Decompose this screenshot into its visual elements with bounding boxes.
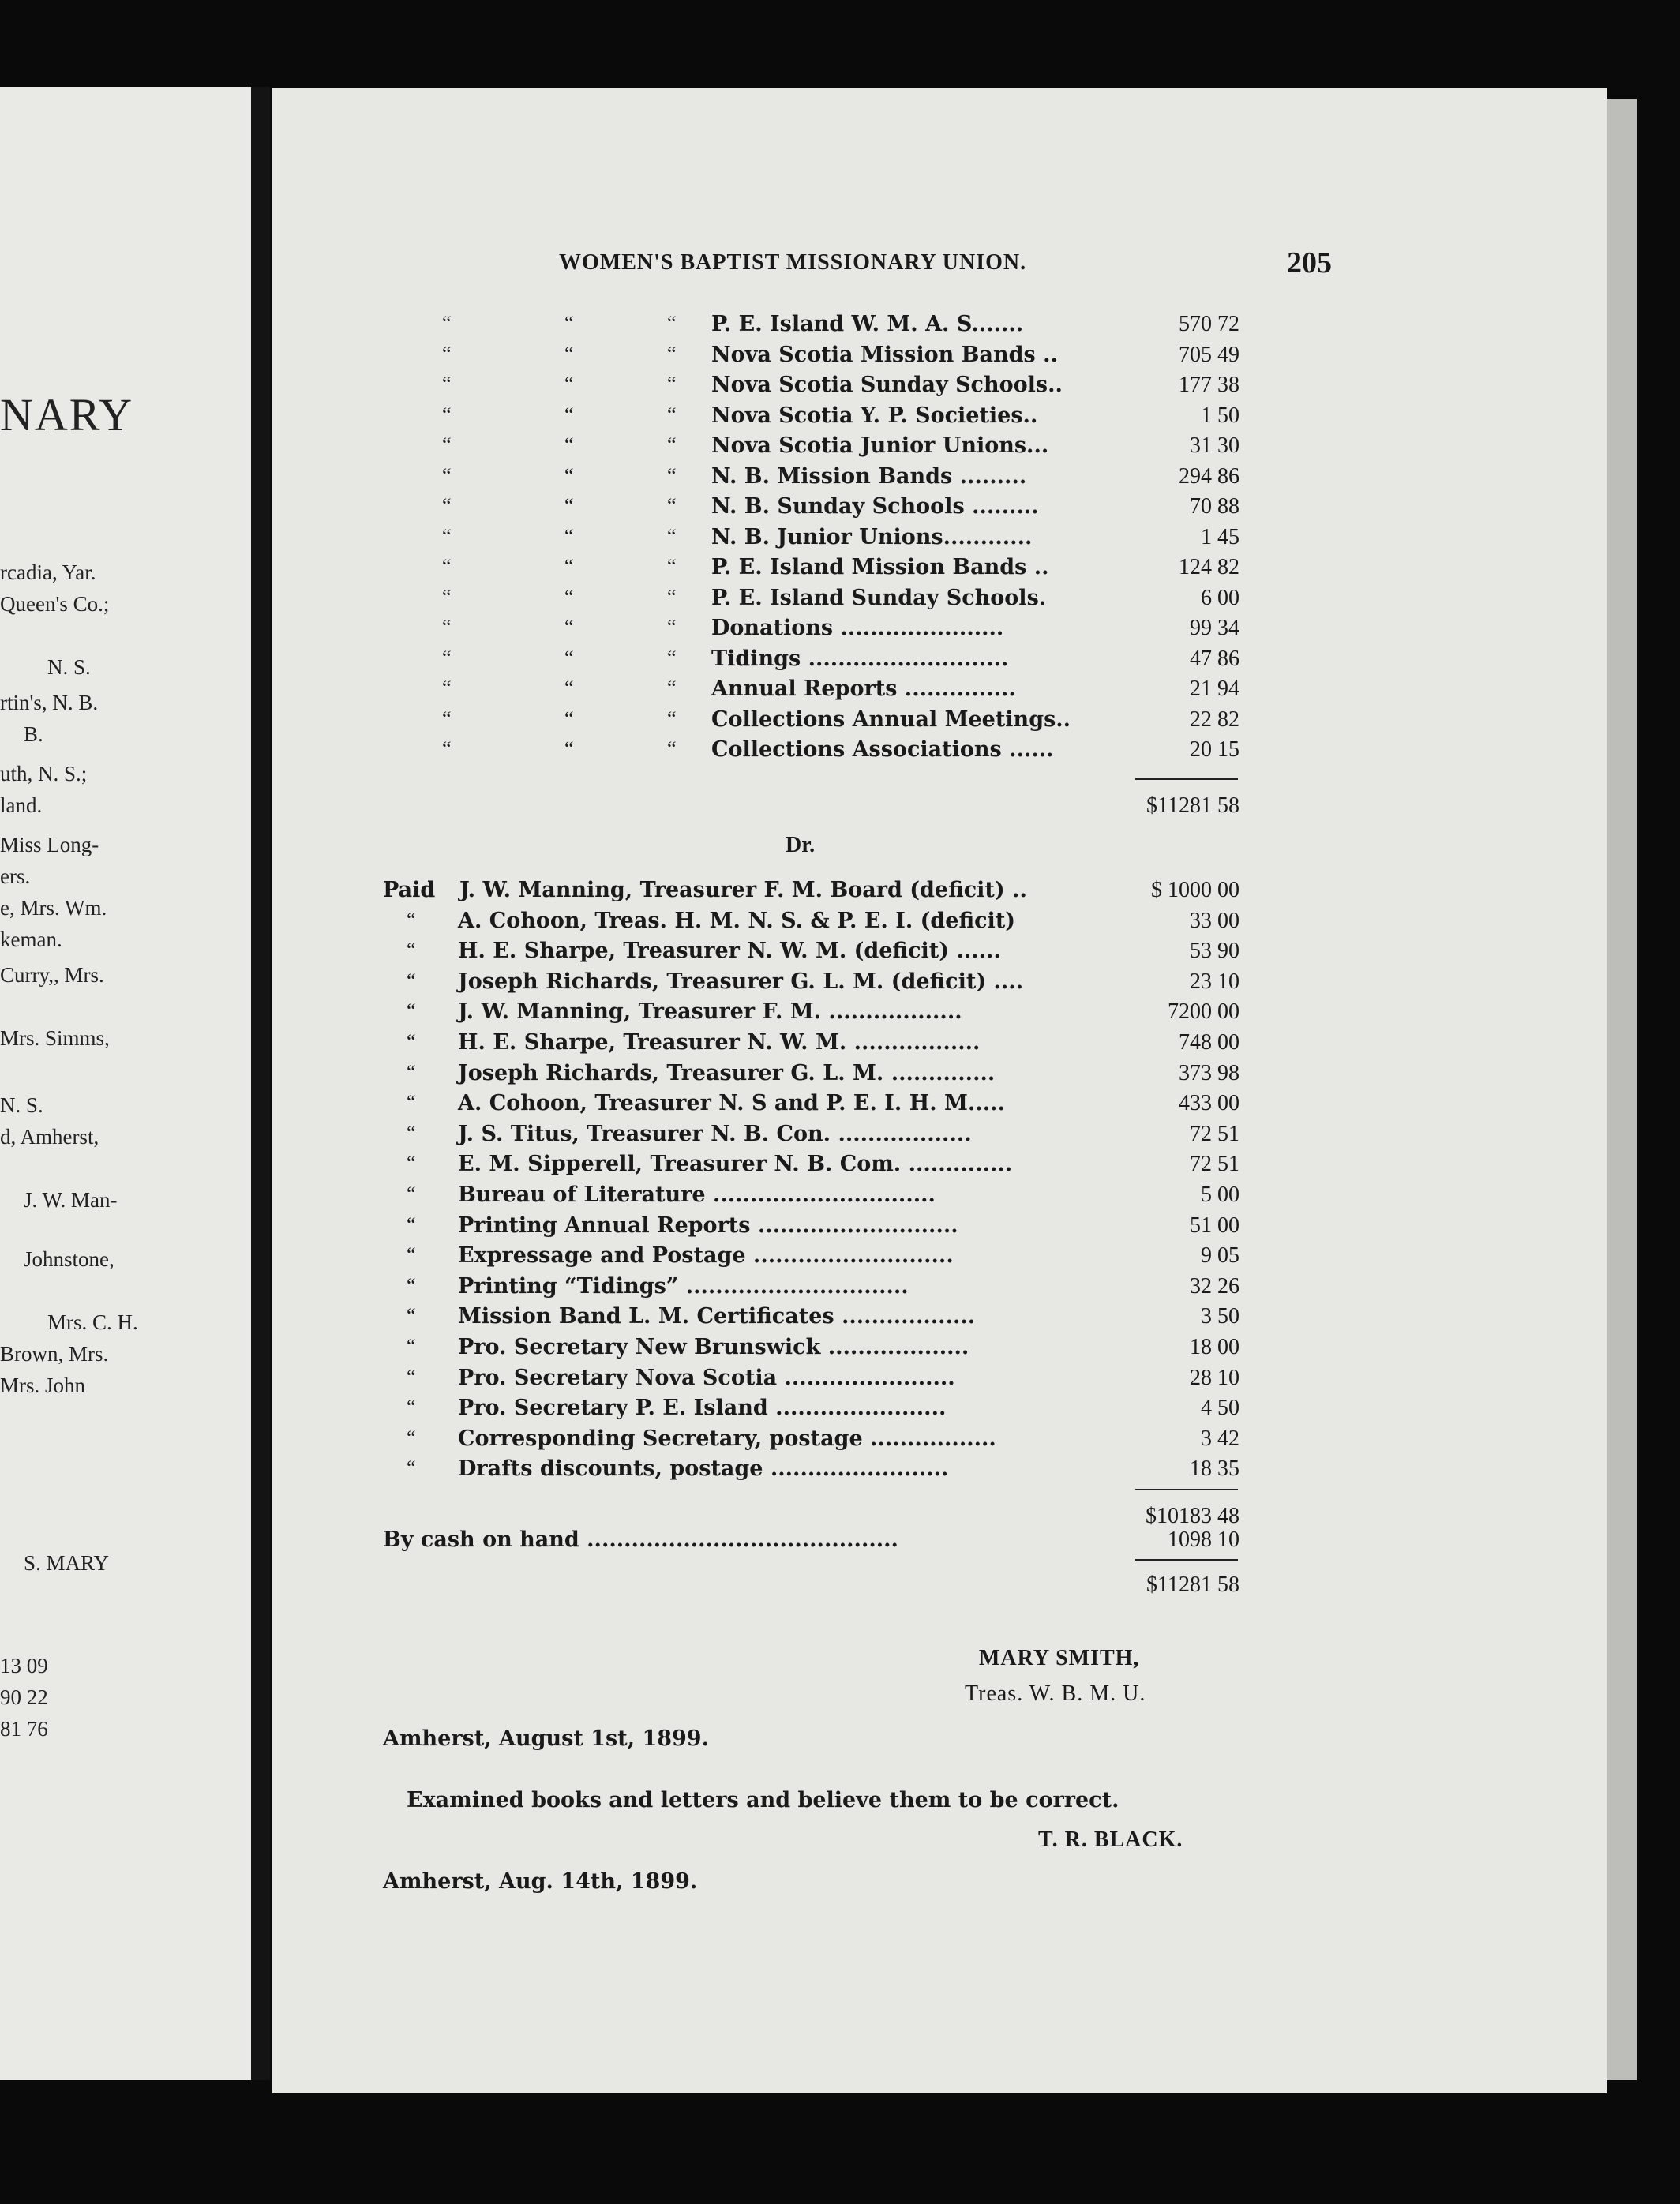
payment-amount: 32 26	[1190, 1274, 1239, 1299]
payment-description: J. S. Titus, Treasurer N. B. Con. ..................	[458, 1122, 972, 1146]
receipt-amount: 21 94	[1190, 677, 1239, 701]
payment-prefix: “	[407, 1396, 416, 1419]
left-page-fragment: N. S.	[0, 1093, 43, 1117]
ditto-mark: “	[564, 312, 574, 335]
left-page-fragment: N. S.	[47, 655, 91, 679]
payment-description: Joseph Richards, Treasurer G. L. M. (deficit) ....	[458, 969, 1024, 994]
ditto-mark: “	[667, 616, 677, 639]
receipt-amount: 70 88	[1190, 494, 1239, 519]
auditor-name: T. R. BLACK.	[1038, 1827, 1183, 1852]
receipt-amount: 1 50	[1201, 403, 1239, 428]
payment-prefix: “	[407, 1274, 416, 1297]
grand-total-rule	[1135, 1559, 1238, 1561]
ditto-mark: “	[667, 312, 677, 335]
ditto-mark: “	[667, 464, 677, 487]
ditto-mark: “	[667, 525, 677, 548]
right-page	[272, 88, 1607, 2093]
receipt-amount: 99 34	[1190, 616, 1239, 640]
dr-label: Dr.	[786, 833, 816, 857]
payment-description: Pro. Secretary New Brunswick ...................	[458, 1335, 969, 1359]
receipt-description: P. E. Island Sunday Schools.	[711, 586, 1047, 610]
page-title: WOMEN'S BAPTIST MISSIONARY UNION.	[559, 250, 1027, 275]
ditto-mark: “	[442, 525, 452, 548]
left-page-fragment: Queen's Co.;	[0, 592, 110, 616]
ditto-mark: “	[667, 494, 677, 517]
ditto-mark: “	[442, 312, 452, 335]
payment-description: Pro. Secretary Nova Scotia .......................	[458, 1366, 955, 1390]
ditto-mark: “	[442, 707, 452, 730]
left-page-fragment: Brown, Mrs.	[0, 1342, 109, 1366]
receipt-description: N. B. Sunday Schools .........	[711, 494, 1039, 519]
left-page-fragment: ers.	[0, 864, 31, 888]
payment-amount: 3 50	[1201, 1304, 1239, 1329]
payment-prefix: “	[407, 1426, 416, 1449]
payment-prefix: “	[407, 909, 416, 931]
left-page-fragment: keman.	[0, 928, 62, 951]
payment-amount: 72 51	[1190, 1122, 1239, 1146]
receipt-description: Tidings ...........................	[711, 647, 1009, 671]
receipt-description: P. E. Island W. M. A. S.......	[711, 312, 1024, 336]
treasurer-title: Treas. W. B. M. U.	[965, 1681, 1146, 1706]
payment-amount: 3 42	[1201, 1426, 1239, 1451]
treasurer-name: MARY SMITH,	[979, 1646, 1140, 1670]
receipt-amount: 124 82	[1179, 555, 1239, 579]
payment-prefix: “	[407, 1335, 416, 1358]
payment-amount: 28 10	[1190, 1366, 1239, 1390]
receipt-amount: 31 30	[1190, 433, 1239, 458]
payment-prefix: “	[407, 999, 416, 1022]
ditto-mark: “	[564, 677, 574, 699]
payments-total-rule	[1135, 1489, 1238, 1490]
ditto-mark: “	[442, 737, 452, 760]
ditto-mark: “	[667, 373, 677, 395]
ditto-mark: “	[442, 555, 452, 578]
receipt-amount: 22 82	[1190, 707, 1239, 732]
payment-amount: 373 98	[1179, 1061, 1239, 1085]
payment-prefix: “	[407, 1213, 416, 1236]
ditto-mark: “	[667, 647, 677, 669]
ditto-mark: “	[442, 494, 452, 517]
left-page-fragment: 90 22	[0, 1685, 48, 1709]
receipt-description: N. B. Mission Bands .........	[711, 464, 1027, 489]
receipt-amount: 20 15	[1190, 737, 1239, 762]
payment-prefix: “	[407, 1304, 416, 1327]
receipt-description: Collections Annual Meetings..	[711, 707, 1071, 732]
left-page-fragment: Mrs. John	[0, 1374, 86, 1397]
ditto-mark: “	[564, 525, 574, 548]
payment-prefix: “	[407, 1091, 416, 1114]
page-edge	[1607, 99, 1637, 2080]
payment-description: Expressage and Postage ...........................	[458, 1243, 954, 1268]
ditto-mark: “	[564, 343, 574, 365]
receipt-amount: 705 49	[1179, 343, 1239, 367]
receipt-description: Nova Scotia Mission Bands ..	[711, 343, 1058, 367]
receipt-description: N. B. Junior Unions............	[711, 525, 1033, 549]
receipt-amount: 570 72	[1179, 312, 1239, 336]
payment-prefix: “	[407, 1183, 416, 1205]
receipts-total: $11281 58	[1146, 793, 1239, 818]
ditto-mark: “	[564, 433, 574, 456]
ditto-mark: “	[442, 433, 452, 456]
ditto-mark: “	[667, 343, 677, 365]
left-page-fragment: land.	[0, 793, 43, 817]
left-page-fragment: Mrs. C. H.	[47, 1310, 138, 1334]
ditto-mark: “	[667, 433, 677, 456]
payment-prefix: “	[407, 1243, 416, 1266]
payment-description: Drafts discounts, postage ........................	[458, 1456, 949, 1481]
date-1: Amherst, August 1st, 1899.	[383, 1726, 709, 1751]
payment-amount: 748 00	[1179, 1030, 1239, 1055]
payment-amount: 72 51	[1190, 1152, 1239, 1176]
audit-note: Examined books and letters and believe them to be correct.	[407, 1788, 1119, 1812]
payment-amount: 33 00	[1190, 909, 1239, 933]
ditto-mark: “	[564, 737, 574, 760]
left-page-fragment: Miss Long-	[0, 833, 99, 856]
grand-total: $11281 58	[1146, 1572, 1239, 1597]
payment-prefix: “	[407, 1366, 416, 1389]
ditto-mark: “	[667, 737, 677, 760]
left-page-fragment: J. W. Man-	[24, 1188, 118, 1212]
left-page-fragment: S. MARY	[24, 1551, 110, 1575]
ditto-mark: “	[564, 464, 574, 487]
ditto-mark: “	[564, 586, 574, 609]
ditto-mark: “	[442, 464, 452, 487]
receipt-description: Nova Scotia Y. P. Societies..	[711, 403, 1038, 428]
receipt-amount: 47 86	[1190, 647, 1239, 671]
payment-description: Bureau of Literature ..............................	[458, 1183, 936, 1207]
ditto-mark: “	[564, 373, 574, 395]
receipt-description: Nova Scotia Sunday Schools..	[711, 373, 1063, 397]
payment-description: H. E. Sharpe, Treasurer N. W. M. .................	[458, 1030, 981, 1055]
left-page-fragment: rtin's, N. B.	[0, 691, 99, 714]
payment-description: Corresponding Secretary, postage .................	[458, 1426, 996, 1451]
payment-prefix: “	[407, 1030, 416, 1053]
payment-prefix: “	[407, 1122, 416, 1145]
payment-description: A. Cohoon, Treas. H. M. N. S. & P. E. I. (deficit)	[458, 909, 1016, 933]
receipts-total-rule	[1135, 778, 1238, 780]
ditto-mark: “	[564, 707, 574, 730]
cash-on-hand-label: By cash on hand ..........................................	[383, 1527, 898, 1552]
left-page-fragment: rcadia, Yar.	[0, 560, 96, 584]
ditto-mark: “	[667, 403, 677, 426]
receipt-description: Donations ......................	[711, 616, 1004, 640]
receipt-amount: 1 45	[1201, 525, 1239, 549]
ditto-mark: “	[442, 677, 452, 699]
page-number: 205	[1287, 246, 1332, 279]
receipt-description: P. E. Island Mission Bands ..	[711, 555, 1049, 579]
payment-description: Printing Annual Reports ...........................	[458, 1213, 958, 1238]
payment-description: A. Cohoon, Treasurer N. S and P. E. I. H. M.....	[458, 1091, 1005, 1115]
payment-description: E. M. Sipperell, Treasurer N. B. Com. ..............	[458, 1152, 1013, 1176]
payment-amount: 23 10	[1190, 969, 1239, 994]
ditto-mark: “	[667, 707, 677, 730]
payment-amount: 433 00	[1179, 1091, 1239, 1115]
payment-amount: $ 1000 00	[1151, 878, 1239, 902]
left-page-fragment: B.	[24, 722, 43, 746]
left-page-fragment: 13 09	[0, 1654, 48, 1677]
ditto-mark: “	[564, 403, 574, 426]
payment-amount: 5 00	[1201, 1183, 1239, 1207]
payment-amount: 51 00	[1190, 1213, 1239, 1238]
payment-amount: 9 05	[1201, 1243, 1239, 1268]
page-gutter	[251, 87, 270, 2080]
payment-amount: 18 00	[1190, 1335, 1239, 1359]
payments-total: $10183 48	[1146, 1504, 1239, 1528]
ditto-mark: “	[442, 403, 452, 426]
payment-prefix: “	[407, 1456, 416, 1479]
payment-description: H. E. Sharpe, Treasurer N. W. M. (deficit) ......	[458, 939, 1001, 963]
cash-on-hand-amount: 1098 10	[1168, 1527, 1239, 1552]
payment-amount: 18 35	[1190, 1456, 1239, 1481]
payment-description: Printing “Tidings” ..............................	[458, 1274, 909, 1299]
payment-amount: 53 90	[1190, 939, 1239, 963]
left-page-fragment: uth, N. S.;	[0, 762, 88, 785]
payment-description: Mission Band L. M. Certificates ..................	[458, 1304, 976, 1329]
ditto-mark: “	[667, 677, 677, 699]
payment-description: Joseph Richards, Treasurer G. L. M. ..............	[458, 1061, 996, 1085]
date-2: Amherst, Aug. 14th, 1899.	[383, 1869, 698, 1894]
payment-description: J. W. Manning, Treasurer F. M. Board (deficit) ..	[459, 878, 1027, 902]
receipt-amount: 294 86	[1179, 464, 1239, 489]
left-page-fragment: Curry,, Mrs.	[0, 963, 104, 987]
ditto-mark: “	[442, 373, 452, 395]
receipt-description: Annual Reports ...............	[711, 677, 1016, 701]
ditto-mark: “	[564, 616, 574, 639]
payment-prefix: “	[407, 969, 416, 992]
payment-prefix: Paid	[383, 878, 436, 902]
left-page-fragment: Mrs. Simms,	[0, 1026, 110, 1050]
payment-amount: 7200 00	[1168, 999, 1239, 1024]
ditto-mark: “	[564, 647, 574, 669]
ditto-mark: “	[442, 616, 452, 639]
ditto-mark: “	[442, 586, 452, 609]
payment-prefix: “	[407, 939, 416, 961]
receipt-description: Collections Associations ......	[711, 737, 1054, 762]
receipt-amount: 6 00	[1201, 586, 1239, 610]
ditto-mark: “	[442, 647, 452, 669]
ditto-mark: “	[564, 555, 574, 578]
left-page	[0, 87, 251, 2080]
left-page-fragment: e, Mrs. Wm.	[0, 896, 107, 920]
receipt-description: Nova Scotia Junior Unions...	[711, 433, 1049, 458]
left-page-fragment: 81 76	[0, 1717, 48, 1741]
payment-prefix: “	[407, 1152, 416, 1175]
left-page-heading: NARY	[0, 389, 134, 440]
ditto-mark: “	[667, 555, 677, 578]
payment-description: J. W. Manning, Treasurer F. M. ..................	[458, 999, 962, 1024]
payment-description: Pro. Secretary P. E. Island .......................	[458, 1396, 947, 1420]
ditto-mark: “	[442, 343, 452, 365]
left-page-fragment: d, Amherst,	[0, 1125, 99, 1149]
payment-prefix: “	[407, 1061, 416, 1084]
left-page-fragment: Johnstone,	[24, 1247, 114, 1271]
ditto-mark: “	[667, 586, 677, 609]
receipt-amount: 177 38	[1179, 373, 1239, 397]
ditto-mark: “	[564, 494, 574, 517]
payment-amount: 4 50	[1201, 1396, 1239, 1420]
